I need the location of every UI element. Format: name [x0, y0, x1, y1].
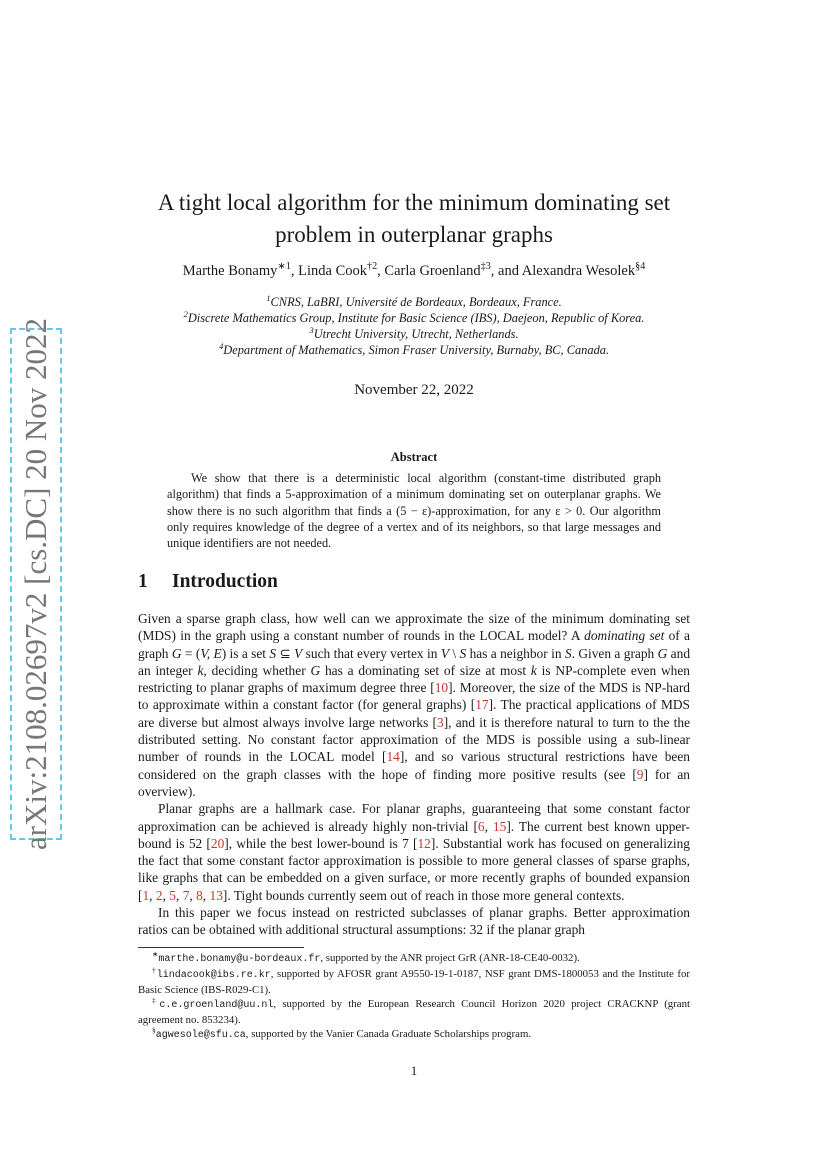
math-or-emphasis: G [310, 662, 321, 678]
text-run: In this paper we focus instead on restricted subclasses of planar graphs. Better approximation ratios can be obtained with additional structural assumptions: 32 if the planar graph [138, 905, 690, 938]
author-name: Alexandra Wesolek [521, 263, 636, 279]
footnote-rule [138, 947, 304, 948]
text-run: , [175, 887, 183, 903]
math-or-emphasis: V [294, 645, 303, 661]
author-mark: ∗1 [277, 261, 291, 273]
affiliation-text: Discrete Mathematics Group, Institute for Basic Science (IBS), Daejeon, Republic of Korea. [187, 311, 645, 325]
citation-link[interactable]: 13 [209, 887, 223, 903]
text-run: ], and it is therefore natural to turn to the the distributed setting. No constant factor approximation of the MDS is possible using a sub-linear number of rounds in the LOCAL model [ [138, 714, 691, 765]
text-run: = ( [181, 645, 201, 661]
affiliation-text: CNRS, LaBRI, Université de Bordeaux, Bordeaux, France. [270, 295, 562, 309]
citation-link[interactable]: 20 [210, 835, 225, 851]
body-text [138, 610, 690, 939]
text-run: \ [449, 645, 460, 661]
footnote [138, 997, 690, 1027]
math-or-emphasis: dominating set [584, 628, 665, 644]
affiliation [128, 310, 700, 326]
citation-link[interactable]: 5 [169, 887, 176, 903]
author-mark: §4 [635, 261, 646, 273]
author-list: Marthe Bonamy$^{∗1}$, Linda Cook$^{\dagger 2}$, Carla Groenland$^{\ddagger 3}$, and Alexandra Wesolek$^{\S 4}$ [182, 261, 646, 279]
author-mark: ‡3 [480, 261, 491, 273]
paragraph [138, 904, 690, 939]
citation-link[interactable]: 10 [434, 680, 449, 696]
footnote-mark: ‡ [152, 995, 160, 1005]
email-address: marthe.bonamy@u-bordeaux.fr [158, 954, 321, 965]
citation-link[interactable]: 17 [475, 697, 489, 713]
text-run: such that every vertex in [302, 645, 441, 661]
affiliation-mark: 3 [309, 324, 314, 335]
text-run: ]. The practical applications of MDS are diverse but almost always involve large networks [ [138, 697, 691, 730]
math-or-emphasis: V, E [200, 645, 222, 661]
math-or-emphasis: S [459, 645, 467, 661]
text-run: ) is a set [221, 645, 270, 661]
affiliation-mark: 1 [266, 292, 271, 303]
text-run: ] for an overview). [138, 766, 690, 799]
math-or-emphasis: G [657, 645, 668, 661]
affiliation [128, 342, 700, 358]
section-heading [138, 571, 690, 593]
abstract-heading: Abstract [390, 450, 438, 464]
citation-link[interactable]: 7 [182, 887, 190, 903]
math-or-emphasis: V [440, 645, 449, 661]
affiliation-text: Utrecht University, Utrecht, Netherlands. [313, 327, 519, 341]
text-run: , deciding whether [203, 662, 311, 678]
math-or-emphasis: S [269, 645, 277, 661]
affiliation [128, 326, 700, 342]
text-run: , supported by the European Research Council Horizon 2020 project CRACKNP (grant agreement no. 853234). [138, 998, 690, 1026]
email-address: lindacook@ibs.re.kr [156, 970, 271, 981]
text-run: ]. Moreover, the size of the MDS is NP-hard to approximate within a constant factor (for general graphs) [ [138, 680, 691, 713]
citation-link[interactable]: 8 [196, 887, 203, 903]
arxiv-identifier: arXiv:2108.02697v2 [cs.DC] 20 Nov 2022 [18, 317, 53, 851]
text-run: , supported by AFOSR grant A9550-19-1-0187, NSF grant DMS-1800053 and the Institute for Basic Science (IBS-R029-C1). [138, 968, 690, 996]
text-run: and an integer [138, 645, 691, 678]
citation-link[interactable]: 1 [142, 887, 150, 903]
math-or-emphasis: S [564, 645, 572, 661]
footnote [138, 967, 690, 997]
text-run: , [149, 887, 156, 903]
text-run: . Given a graph [571, 645, 658, 661]
text-run: Given a sparse graph class, how well can we approximate the size of the minimum dominating set (MDS) in the graph using a constant number of rounds in the LOCAL model? A [138, 611, 690, 644]
author-name: Marthe Bonamy [182, 263, 278, 279]
math-or-emphasis: k [530, 662, 537, 678]
abstract-text: We show that there is a deterministic local algorithm (constant-time distributed graph algorithm) that finds a 5-approximation of a minimum dominating set on outerplanar graphs. We show there is no such algorithm that finds a (5 − ε)-approximation, for any ε > 0. Our algorithm only requires knowledge of the degree of a vertex and of its neighbors, so that large messages and unique identifiers are not needed. [167, 471, 661, 551]
affiliation [128, 294, 700, 310]
text-run: , [162, 887, 170, 903]
text-run: ]. The current best known upper-bound is 52 [ [138, 818, 690, 851]
text-run: has a dominating set of size at most [320, 662, 531, 678]
text-run: is NP-complete even when restricting to planar graphs of maximum degree three [ [138, 662, 690, 696]
citation-link[interactable]: 9 [636, 766, 644, 782]
paper-date: November 22, 2022 [354, 382, 474, 398]
affiliation-text: Department of Mathematics, Simon Fraser University, Burnaby, BC, Canada. [223, 343, 610, 357]
text-run: ]. Substantial work has focused on generalizing the fact that some constant factor approximation is possible to more general classes of sparse graphs, like graphs that can be embedded on a given surface, or more recently graphs of bounded expansion [ [138, 835, 690, 903]
paper-title: A tight local algorithm for the minimum dominating set problem in outerplanar graphs [157, 190, 671, 247]
citation-link[interactable]: 6 [477, 818, 485, 834]
footnote-mark: ∗ [152, 949, 159, 959]
affiliation-mark: 2 [183, 308, 188, 319]
author-name: Linda Cook [298, 263, 368, 279]
footnotes [138, 951, 690, 1043]
section-title: Introduction [172, 571, 278, 592]
footnote-mark: † [152, 965, 157, 975]
math-or-emphasis: G [171, 645, 182, 661]
affiliation-list [128, 294, 700, 358]
text-run: , [202, 887, 210, 903]
footnote [138, 951, 690, 967]
author-mark: †2 [367, 261, 378, 273]
arxiv-stamp [10, 317, 62, 851]
text-run: has a neighbor in [466, 645, 565, 661]
text-run: of a graph [138, 628, 691, 661]
citation-link[interactable]: 2 [155, 887, 163, 903]
paragraph [138, 610, 690, 800]
paragraph [138, 800, 690, 904]
text-run: , supported by the ANR project GrR (ANR-18-CE40-0032). [320, 952, 580, 964]
text-run: , [189, 887, 197, 903]
footnote [138, 1027, 690, 1043]
page-number: 1 [410, 1063, 418, 1078]
text-run: , supported by the Vanier Canada Graduate Scholarships program. [245, 1028, 532, 1040]
text-run: ⊆ [276, 645, 295, 661]
text-run: ]. Tight bounds currently seem out of reach in those more general contexts. [222, 887, 625, 903]
text-run: , [484, 818, 493, 834]
email-address: c.e.groenland@uu.nl [159, 1000, 274, 1011]
affiliation-mark: 4 [218, 340, 224, 351]
email-address: agwesole@sfu.ca [155, 1030, 246, 1041]
citation-link[interactable]: 3 [437, 714, 444, 730]
author-name: Carla Groenland [384, 263, 481, 279]
citation-link[interactable]: 12 [417, 835, 431, 851]
section-number: 1 [138, 571, 148, 592]
math-or-emphasis: k [197, 662, 204, 678]
footnote-mark: § [152, 1025, 156, 1035]
text-run: ], while the best lower-bound is 7 [ [224, 835, 418, 851]
text-run: ], and so various structural restrictions have been considered on the graph classes with the hope of finding more positive results (see [ [138, 749, 690, 782]
citation-link[interactable]: 14 [386, 749, 400, 765]
citation-link[interactable]: 15 [492, 818, 507, 834]
text-run: Planar graphs are a hallmark case. For planar graphs, guaranteeing that some constant factor approximation can be achieved is already highly non-trivial [ [138, 801, 690, 834]
